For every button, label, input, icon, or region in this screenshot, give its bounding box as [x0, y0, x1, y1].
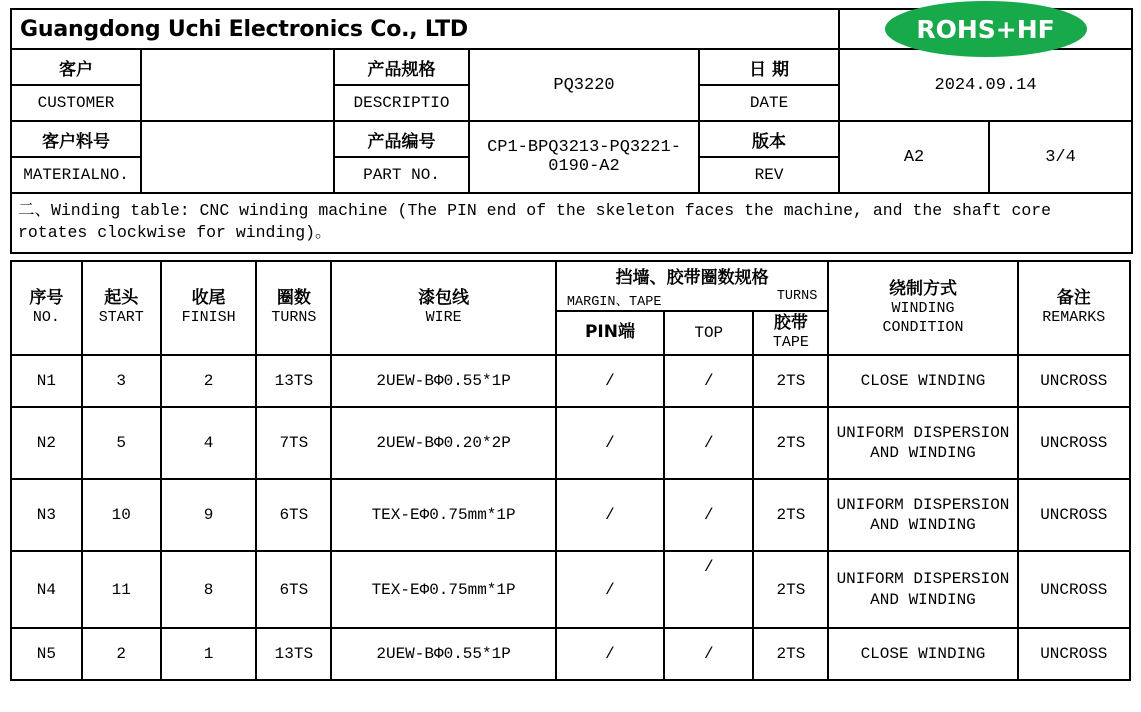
cell-top: / — [664, 628, 753, 680]
cell-no: N3 — [11, 479, 82, 551]
col-header-pin-end: PIN端 — [556, 311, 664, 355]
cell-tape: 2TS — [753, 407, 828, 479]
rev-label-en: REV — [699, 157, 839, 193]
cell-wire: 2UEW-BΦ0.55*1P — [331, 628, 556, 680]
col-header-condition-cn: 绕制方式 — [888, 278, 957, 299]
partno-label-en: PART NO. — [334, 157, 469, 193]
winding-note: 二、Winding table: CNC winding machine (The PIN end of the skeleton faces the machine, and the shaft core rotates clockwise for winding)。 — [11, 193, 1132, 253]
col-header-no-en: NO. — [32, 309, 60, 327]
col-header-tape-cn: 胶带 — [773, 313, 808, 333]
col-header-start-en: START — [98, 309, 144, 327]
cell-top: / — [664, 551, 753, 628]
cell-start: 11 — [82, 551, 161, 628]
cell-finish: 9 — [161, 479, 257, 551]
cell-finish: 8 — [161, 551, 257, 628]
date-label-en: DATE — [699, 85, 839, 121]
col-header-finish-cn: 收尾 — [191, 288, 226, 308]
rev-value[interactable]: A2 — [839, 121, 989, 193]
date-label-cn: 日 期 — [699, 49, 839, 85]
cell-no: N5 — [11, 628, 82, 680]
cell-tape: 2TS — [753, 479, 828, 551]
cell-wire: TEX-EΦ0.75mm*1P — [331, 551, 556, 628]
description-label-cn: 产品规格 — [334, 49, 469, 85]
cell-pin-end: / — [556, 407, 664, 479]
cell-tape: 2TS — [753, 551, 828, 628]
cell-wire: 2UEW-BΦ0.20*2P — [331, 407, 556, 479]
col-header-margin-group-cn: 挡墙、胶带圈数规格 — [615, 268, 769, 288]
table-row — [11, 551, 1130, 628]
col-header-turns — [256, 261, 331, 355]
cell-tape: 2TS — [753, 628, 828, 680]
cell-condition: CLOSE WINDING — [828, 628, 1017, 680]
rohs-badge-cell — [839, 9, 1132, 49]
table-row — [11, 355, 1130, 407]
cell-finish: 4 — [161, 407, 257, 479]
cell-condition: CLOSE WINDING — [828, 355, 1017, 407]
col-header-start-cn: 起头 — [104, 288, 139, 308]
cell-condition: UNIFORM DISPERSION AND WINDING — [828, 407, 1017, 479]
cell-tape: 2TS — [753, 355, 828, 407]
customer-label-cn: 客户 — [11, 49, 141, 85]
col-header-tape-en: TAPE — [772, 334, 809, 352]
material-label-cn: 客户料号 — [11, 121, 141, 157]
col-header-condition-en2: CONDITION — [882, 318, 964, 336]
cell-remarks: UNCROSS — [1018, 628, 1130, 680]
material-label-en: MATERIALNO. — [11, 157, 141, 193]
table-row — [11, 407, 1130, 479]
cell-start: 2 — [82, 628, 161, 680]
partno-value[interactable]: CP1-BPQ3213-PQ3221-0190-A2 — [469, 121, 699, 193]
page-value[interactable]: 3/4 — [989, 121, 1132, 193]
header-table — [10, 8, 1133, 254]
col-header-no-cn: 序号 — [29, 288, 64, 308]
cell-turns: 13TS — [256, 628, 331, 680]
cell-top: / — [664, 479, 753, 551]
cell-start: 5 — [82, 407, 161, 479]
cell-turns: 6TS — [256, 551, 331, 628]
cell-turns: 6TS — [256, 479, 331, 551]
cell-pin-end: / — [556, 628, 664, 680]
col-header-tape — [753, 311, 828, 355]
col-header-wire — [331, 261, 556, 355]
cell-pin-end: / — [556, 479, 664, 551]
customer-value[interactable] — [141, 49, 334, 121]
cell-finish: 2 — [161, 355, 257, 407]
customer-label-en: CUSTOMER — [11, 85, 141, 121]
cell-remarks: UNCROSS — [1018, 479, 1130, 551]
col-header-top: TOP — [664, 311, 753, 355]
col-header-turns-cn: 圈数 — [276, 288, 311, 308]
cell-wire: TEX-EΦ0.75mm*1P — [331, 479, 556, 551]
col-header-finish-en: FINISH — [181, 309, 236, 327]
col-header-condition — [828, 261, 1017, 355]
cell-no: N2 — [11, 407, 82, 479]
col-header-turns-en: TURNS — [271, 309, 317, 327]
cell-turns: 13TS — [256, 355, 331, 407]
col-header-remarks-en: REMARKS — [1042, 309, 1106, 327]
cell-wire: 2UEW-BΦ0.55*1P — [331, 355, 556, 407]
col-header-margin-group-en-left: MARGIN、TAPE — [566, 295, 662, 310]
cell-pin-end: / — [556, 355, 664, 407]
cell-no: N4 — [11, 551, 82, 628]
table-row — [11, 479, 1130, 551]
date-value[interactable]: 2024.09.14 — [839, 49, 1132, 121]
col-header-margin-group-en-right: TURNS — [776, 289, 818, 304]
rohs-badge: ROHS+HF — [886, 2, 1086, 56]
col-header-remarks — [1018, 261, 1130, 355]
material-value[interactable] — [141, 121, 334, 193]
cell-condition: UNIFORM DISPERSION AND WINDING — [828, 479, 1017, 551]
description-label-en: DESCRIPTIO — [334, 85, 469, 121]
cell-top: / — [664, 355, 753, 407]
cell-remarks: UNCROSS — [1018, 355, 1130, 407]
cell-pin-end: / — [556, 551, 664, 628]
cell-condition: UNIFORM DISPERSION AND WINDING — [828, 551, 1017, 628]
col-header-remarks-cn: 备注 — [1056, 288, 1091, 308]
col-header-start — [82, 261, 161, 355]
cell-finish: 1 — [161, 628, 257, 680]
winding-table — [10, 260, 1131, 681]
col-header-no — [11, 261, 82, 355]
col-header-wire-cn: 漆包线 — [418, 288, 470, 308]
cell-remarks: UNCROSS — [1018, 407, 1130, 479]
cell-start: 3 — [82, 355, 161, 407]
partno-label-cn: 产品编号 — [334, 121, 469, 157]
description-value[interactable]: PQ3220 — [469, 49, 699, 121]
col-header-margin-group — [556, 261, 828, 311]
table-row — [11, 628, 1130, 680]
cell-no: N1 — [11, 355, 82, 407]
cell-turns: 7TS — [256, 407, 331, 479]
col-header-condition-en1: WINDING — [891, 299, 955, 317]
cell-remarks: UNCROSS — [1018, 551, 1130, 628]
cell-start: 10 — [82, 479, 161, 551]
company-title: Guangdong Uchi Electronics Co., LTD — [11, 9, 839, 49]
rev-label-cn: 版本 — [699, 121, 839, 157]
col-header-finish — [161, 261, 257, 355]
col-header-wire-en: WIRE — [425, 309, 462, 327]
cell-top: / — [664, 407, 753, 479]
